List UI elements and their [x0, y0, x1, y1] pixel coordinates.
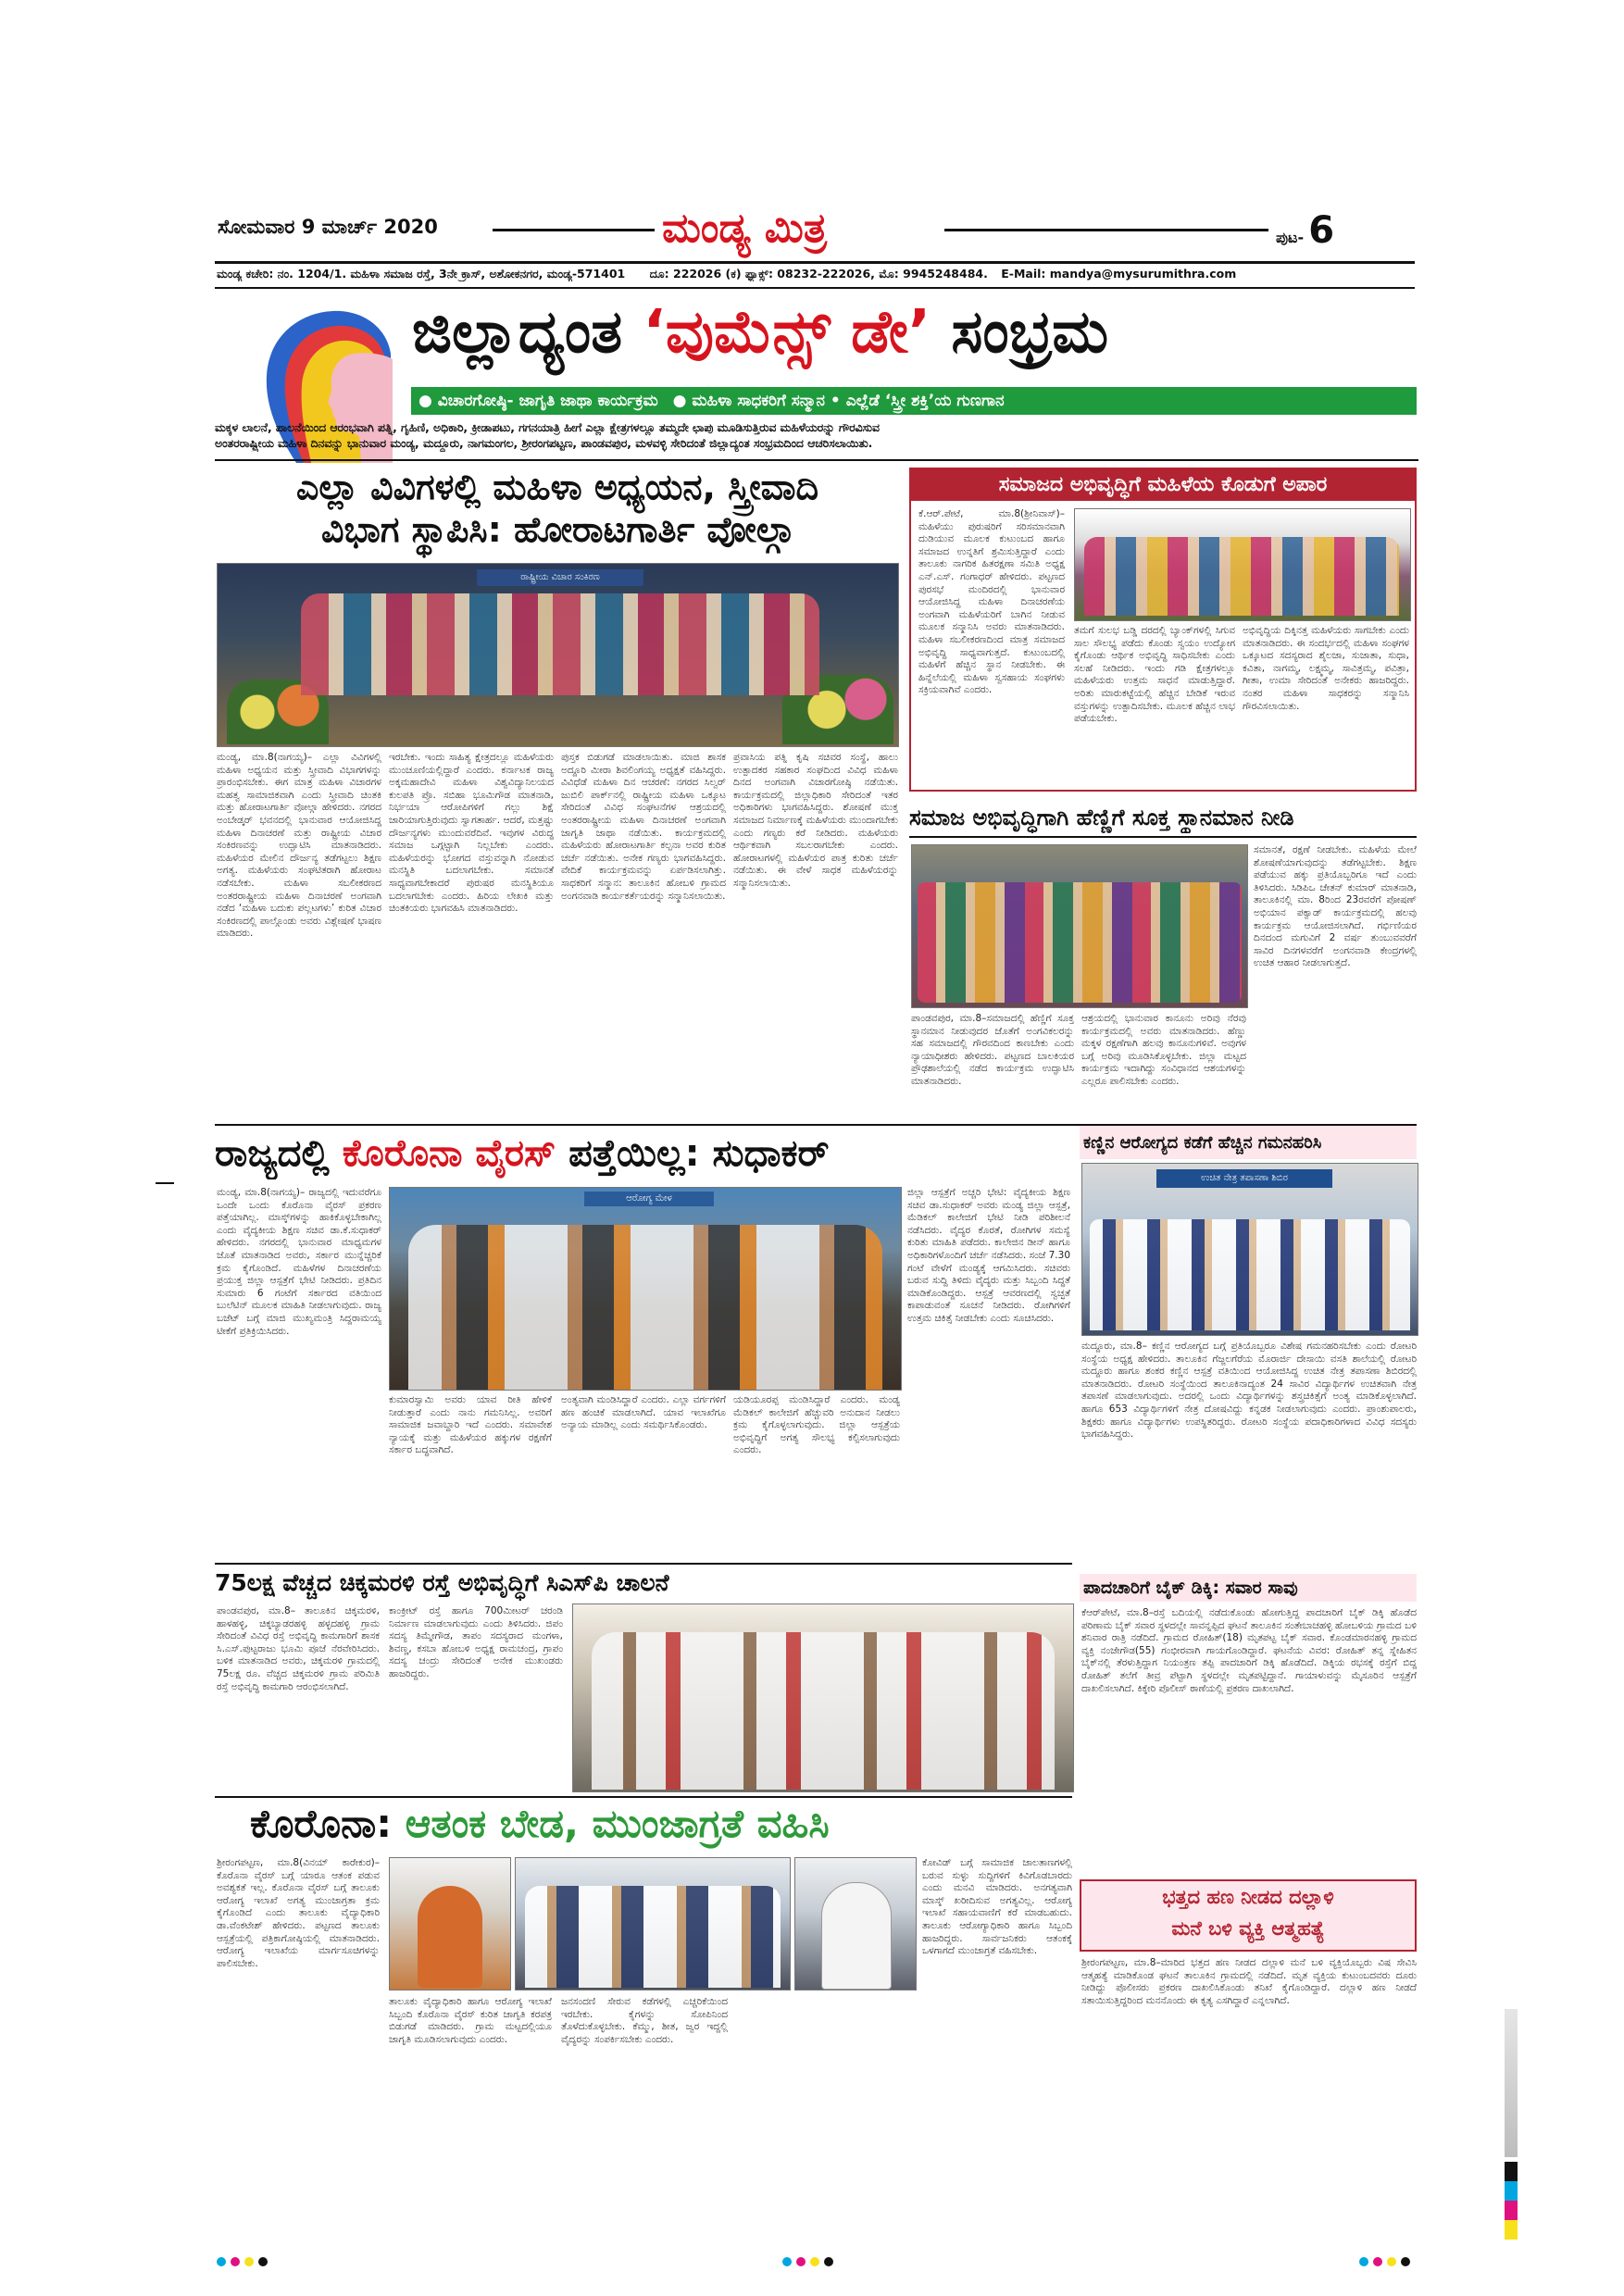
page-label: ಪುಟ-	[1276, 229, 1305, 246]
corona-awareness-col-3: ಜನಸಂದಣಿ ಸೇರುವ ಕಡೆಗಳಲ್ಲಿ ಎಚ್ಚರಿಕೆಯಿಂದ ಇರಬೇಕು. ಕೈಗಳನ್ನು ಸೋಪಿನಿಂದ ತೊಳೆದುಕೊಳ್ಳಬೇಕು. ಕೆಮ್ಮು, ಶೀತ, ಜ್ವರ ಇದ್ದಲ್ಲಿ ವೈದ್ಯರನ್ನು ಸಂಪರ್ಕಿಸಬೇಕು ಎಂದರು.	[561, 1996, 728, 2045]
corona-awareness-col-4: ಕೋವಿಡ್ ಬಗ್ಗೆ ಸಾಮಾಜಿಕ ಜಾಲತಾಣಗಳಲ್ಲಿ ಬರುವ ಸುಳ್ಳು ಸುದ್ದಿಗಳಿಗೆ ಕಿವಿಗೊಡಬಾರದು ಎಂದು ಮನವಿ ಮಾಡಿದರು. ಅನಗತ್ಯವಾಗಿ ಮಾಸ್ಕ್ ಖರೀದಿಸುವ ಅಗತ್ಯವಿಲ್ಲ. ಆರೋಗ್ಯ ಇಲಾಖೆ ಸಹಾಯವಾಣಿಗೆ ಕರೆ ಮಾಡಬಹುದು. ತಾಲೂಕು ಆರೋಗ್ಯಾಧಿಕಾರಿ ಹಾಗೂ ಸಿಬ್ಬಂದಿ ಹಾಜರಿದ್ದರು. ಸಾರ್ವಜನಿಕರು ಆತಂಕಕ್ಕೆ ಒಳಗಾಗದೆ ಮುಂಜಾಗ್ರತೆ ವಹಿಸಬೇಕು.	[922, 1857, 1072, 1957]
banner-intro	[215, 420, 1418, 452]
society-headline-rule	[909, 836, 1417, 838]
garland-crowd	[408, 1225, 882, 1390]
womens-contribution-col-1: ಕೆ.ಆರ್.ಪೇಟೆ, ಮಾ.8(ಶ್ರೀನಿವಾಸ್)– ಮಹಿಳೆಯು ಪುರುಷರಿಗೆ ಸರಿಸಮಾನವಾಗಿ ದುಡಿಯುವ ಮೂಲಕ ಕುಟುಂಬದ ಹಾಗೂ ಸಮಾಜದ ಉನ್ನತಿಗೆ ಶ್ರಮಿಸುತ್ತಿದ್ದಾರೆ ಎಂದು ತಾಲೂಕು ನಾಗರಿಕ ಹಿತರಕ್ಷಣಾ ಸಮಿತಿ ಅಧ್ಯಕ್ಷ ಎನ್.ಎಸ್. ಗಂಗಾಧರ್ ಹೇಳಿದರು. ಪಟ್ಟಣದ ಪುರಸಭೆ ಮಂದಿರದಲ್ಲಿ ಭಾನುವಾರ ಆಯೋಜಿಸಿದ್ದ ಮಹಿಳಾ ದಿನಾಚರಣೆಯ ಅಂಗವಾಗಿ ಮಹಿಳೆಯರಿಗೆ ಬಾಗಿನ ನೀಡುವ ಮೂಲಕ ಸನ್ಮಾನಿಸಿ ಅವರು ಮಾತನಾಡಿದರು. ಮಹಿಳಾ ಸಬಲೀಕರಣದಿಂದ ಮಾತ್ರ ಸಮಾಜದ ಅಭಿವೃದ್ಧಿ ಸಾಧ್ಯವಾಗುತ್ತದೆ. ಕುಟುಂಬದಲ್ಲಿ ಮಹಿಳೆಗೆ ಹೆಚ್ಚಿನ ಸ್ಥಾನ ನೀಡಬೇಕು. ಈ ಹಿನ್ನೆಲೆಯಲ್ಲಿ ಮಹಿಳಾ ಸ್ವಸಹಾಯ ಸಂಘಗಳು ಸಕ್ರಿಯವಾಗಿವೆ ಎಂದರು.	[918, 508, 1065, 696]
people-row	[301, 593, 819, 695]
womens-contribution-box	[909, 468, 1417, 792]
corona-awareness-headline-green: ಆತಂಕ ಬೇಡ, ಮುಂಜಾಗ್ರತೆ ವಹಿಸಿ	[405, 1801, 830, 1846]
yellow-dot-icon	[1387, 2257, 1396, 2266]
suicide-body: ಶ್ರೀರಂಗಪಟ್ಟಣ, ಮಾ.8–ಮಾರಿದ ಭತ್ತದ ಹಣ ನೀಡದ ದಲ್ಲಾಳಿ ಮನೆ ಬಳಿ ವ್ಯಕ್ತಿಯೊಬ್ಬರು ವಿಷ ಸೇವಿಸಿ ಆತ್ಮಹತ್ಯೆ ಮಾಡಿಕೊಂಡ ಘಟನೆ ತಾಲೂಕಿನ ಗ್ರಾಮದಲ್ಲಿ ನಡೆದಿದೆ. ಮೃತ ವ್ಯಕ್ತಿಯ ಕುಟುಂಬದವರು ದೂರು ನೀಡಿದ್ದು ಪೊಲೀಸರು ಪ್ರಕರಣ ದಾಖಲಿಸಿಕೊಂಡು ತನಿಖೆ ಕೈಗೊಂಡಿದ್ದಾರೆ. ದಲ್ಲಾಳಿ ಹಣ ನೀಡದೆ ಸತಾಯಿಸುತ್ತಿದ್ದರಿಂದ ಮನನೊಂದು ಈ ಕೃತ್ಯ ಎಸಗಿದ್ದಾರೆ ಎನ್ನಲಾಗಿದೆ.	[1081, 1957, 1417, 2006]
officials-group	[525, 1886, 781, 1988]
woman-figure	[418, 1886, 482, 1988]
intro-line-2: ಅಂತರರಾಷ್ಟ್ರೀಯ ಮಹಿಳಾ ದಿನವನ್ನು ಭಾನುವಾರ ಮಂಡ್ಯ, ಮದ್ದೂರು, ನಾಗಮಂಗಲ, ಶ್ರೀರಂಗಪಟ್ಟಣ, ಪಾಂಡವಪುರ, ಮಳವಳ್ಳಿ ಸೇರಿದಂತೆ ಜಿಲ್ಲಾದ್ಯಂತ ಸಂಭ್ರಮದಿಂದ ಆಚರಿಸಲಾಯಿತು.	[215, 437, 873, 450]
banner-headline-quote: ‘ವುಮೆನ್ಸ್ ಡೇ’	[643, 298, 931, 367]
society-development-sidecol: ಸಮಾನತೆ, ರಕ್ಷಣೆ ನೀಡಬೇಕು. ಮಹಿಳೆಯ ಮೇಲೆ ಶೋಷಣೆಯಾಗುವುದನ್ನು ತಡೆಗಟ್ಟಬೇಕು. ಶಿಕ್ಷಣ ಪಡೆಯುವ ಹಕ್ಕು ಪ್ರತಿಯೊಬ್ಬರಿಗೂ ಇದೆ ಎಂದು ತಿಳಿಸಿದರು. ಸಿಡಿಪಿಒ ಚೇತನ್ ಕುಮಾರ್ ಮಾತನಾಡಿ, ತಾಲೂಕಿನಲ್ಲಿ ಮಾ. 8ರಿಂದ 23ರವರೆಗೆ ಪೋಷಣ್ ಅಭಿಯಾನ ಪಕ್ವಾಡ್ ಕಾರ್ಯಕ್ರಮದಲ್ಲಿ ಹಲವು ಕಾರ್ಯಕ್ರಮ ಆಯೋಜಿಸಲಾಗಿದೆ. ಗರ್ಭಿಣಿಯರ ದಿನದಂದ ಮಗುವಿಗೆ 2 ವರ್ಷ ತುಂಬುವವರೆಗೆ ಸಾವಿರ ದಿನಗಳವರೆಗೆ ಅಂಗನವಾಡಿ ಕೇಂದ್ರಗಳಲ್ಲಿ ಉಚಿತ ಆಹಾರ ನೀಡಲಾಗುತ್ತದೆ.	[1254, 844, 1417, 969]
eye-camp-banner: ಉಚಿತ ನೇತ್ರ ತಪಾಸಣಾ ಶಿಬಿರ	[1156, 1169, 1332, 1188]
suicide-headline-line1: ಭತ್ತದ ಹಣ ನೀಡದ ದಲ್ಲಾಳಿ	[1162, 1886, 1334, 1908]
email: E-Mail: mandya@mysurumithra.com	[1001, 267, 1237, 281]
minister-photo-banner: ಆರೋಗ್ಯ ಮೇಳ	[584, 1192, 714, 1206]
margin-tick	[156, 1182, 174, 1184]
corona-state-headline-part1: ರಾಜ್ಯದಲ್ಲಿ	[215, 1132, 330, 1175]
bullet-icon: ●	[672, 392, 687, 410]
black-dot-icon	[1401, 2257, 1410, 2266]
header-top-rule	[215, 261, 1415, 264]
cyan-dot-icon	[782, 2257, 792, 2266]
phone: ದೂ: 222026 (ಕ) ಫ್ಯಾಕ್ಸ್: 08232-222026, ಮೊ: 9945248484.	[649, 267, 988, 281]
registration-dots-right	[1359, 2252, 1415, 2270]
women-studies-col-4: ಪ್ರವಾಸಿಯ ಪತ್ನಿ ಕೃಷಿ ಸಚಿವರ ಸಂಸ್ಥೆ, ಹಾಲು ಉತ್ಪಾದಕರ ಸಹಕಾರ ಸಂಘದಿಂದ ವಿವಿಧ ಮಹಿಳಾ ದಿನದ ಅಂಗವಾಗಿ ವಿಚಾರಗೋಷ್ಠಿ ನಡೆಯಿತು. ಕಾರ್ಯಕ್ರಮದಲ್ಲಿ ಜಿಲ್ಲಾಧಿಕಾರಿ ಸೇರಿದಂತೆ ಇತರ ಅಧಿಕಾರಿಗಳು ಭಾಗವಹಿಸಿದ್ದರು. ಶೋಷಣೆ ಮುಕ್ತ ಸಮಾಜದ ನಿರ್ಮಾಣಕ್ಕೆ ಮಹಿಳೆಯರು ಮುಂದಾಗಬೇಕು ಎಂದು ಗಣ್ಯರು ಕರೆ ನೀಡಿದರು. ಮಹಿಳೆಯರು ಆರ್ಥಿಕವಾಗಿ ಸಬಲರಾಗಬೇಕು ಎಂದರು. ಹೋರಾಟಗಳಲ್ಲಿ ಮಹಿಳೆಯರ ಪಾತ್ರ ಕುರಿತು ಚರ್ಚೆ ನಡೆಯಿತು. ಈ ವೇಳೆ ಸಾಧಕ ಮಹಿಳೆಯರನ್ನು ಸನ್ಮಾನಿಸಲಾಯಿತು.	[733, 752, 898, 889]
banner-headline-part1: ಜಿಲ್ಲಾದ್ಯಂತ	[412, 298, 623, 367]
cyan-dot-icon	[1359, 2257, 1368, 2266]
students-group	[1090, 1219, 1410, 1330]
corona-awareness-col-2: ತಾಲೂಕು ವೈದ್ಯಾಧಿಕಾರಿ ಹಾಗೂ ಆರೋಗ್ಯ ಇಲಾಖೆ ಸಿಬ್ಬಂದಿ ಕೊರೊನಾ ವೈರಸ್ ಕುರಿತ ಜಾಗೃತಿ ಕರಪತ್ರ ಬಿಡುಗಡೆ ಮಾಡಿದರು. ಗ್ರಾಮ ಮಟ್ಟದಲ್ಲಿಯೂ ಜಾಗೃತಿ ಮೂಡಿಸಲಾಗುವುದು ಎಂದರು.	[389, 1996, 552, 2045]
magenta-dot-icon	[1373, 2257, 1382, 2266]
suicide-headline-box	[1080, 1879, 1417, 1952]
audience-rows	[918, 882, 1242, 1003]
corona-state-headline-red: ಕೊರೊನಾ ವೈರಸ್	[342, 1132, 556, 1175]
strap-item-2: ಮಹಿಳಾ ಸಾಧಕರಿಗೆ ಸನ್ಮಾನ • ಎಲ್ಲೆಡೆ ‘ಸ್ತ್ರೀ ಶಕ್ತಿ’ಯ ಗುಣಗಾನ	[692, 392, 1005, 410]
magenta-dot-icon	[231, 2257, 240, 2266]
eye-health-body: ಮದ್ದೂರು, ಮಾ.8– ಕಣ್ಣಿನ ಆರೋಗ್ಯದ ಬಗ್ಗೆ ಪ್ರತಿಯೊಬ್ಬರೂ ವಿಶೇಷ ಗಮನಹರಿಸಬೇಕು ಎಂದು ರೋಟರಿ ಸಂಸ್ಥೆಯ ಅಧ್ಯಕ್ಷ ಹೇಳಿದರು. ತಾಲೂಕಿನ ಗೆಜ್ಜಲಗೆರೆಯ ಮೊರಾರ್ಜಿ ದೇಸಾಯಿ ವಸತಿ ಶಾಲೆಯಲ್ಲಿ ರೋಟರಿ ಮದ್ದೂರು ಹಾಗೂ ಶಂಕರ ಕಣ್ಣಿನ ಆಸ್ಪತ್ರೆ ವತಿಯಿಂದ ಆಯೋಜಿಸಿದ್ದ ಉಚಿತ ನೇತ್ರ ತಪಾಸಣಾ ಶಿಬಿರದಲ್ಲಿ ಮಾತನಾಡಿದರು. ರೋಟರಿ ಸಂಸ್ಥೆಯಿಂದ ತಾಲೂಕಿನಾದ್ಯಂತ 24 ಸಾವಿರ ವಿದ್ಯಾರ್ಥಿಗಳ ಉಚಿತವಾಗಿ ನೇತ್ರ ತಪಾಸಣೆ ಮಾಡಲಾಗುವುದು. ಅದರಲ್ಲಿ ಒಂದು ವಿದ್ಯಾರ್ಥಿಗಳನ್ನು ಶಸ್ತ್ರಚಿಕಿತ್ಸೆಗೆ ಅಂತ್ಯ ಮಾಡಿಕೊಳ್ಳಲಾಗಿದೆ. ಹಾಗೂ 653 ವಿದ್ಯಾರ್ಥಿಗಳಿಗೆ ನೇತ್ರ ದೋಷವಿದ್ದು ಕನ್ನಡಕ ನೀಡಲಾಗುವುದು ಎಂದರು. ಪ್ರಾಂಶುಪಾಲರು, ಶಿಕ್ಷಕರು ಹಾಗೂ ವಿದ್ಯಾರ್ಥಿಗಳು ಉಪಸ್ಥಿತರಿದ್ದರು. ರೋಟರಿ ಸಂಸ್ಥೆಯ ಪದಾಧಿಕಾರಿಗಳಾದ ವಿವಿಧ ಸದಸ್ಯರು ಭಾಗವಹಿಸಿದ್ದರು.	[1081, 1341, 1417, 1441]
road-development-headline: 75ಲಕ್ಷ ವೆಚ್ಚದ ಚಿಕ್ಕಮರಳಿ ರಸ್ತೆ ಅಭಿವೃದ್ಧಿಗೆ ಸಿಎಸ್‌ಪಿ ಚಾಲನೆ	[215, 1569, 669, 1596]
banner-headline-part2: ಸಂಭ್ರಮ	[951, 298, 1109, 367]
registration-dots-left	[217, 2252, 272, 2270]
date-line: ಸೋಮವಾರ 9 ಮಾರ್ಚ್ 2020	[218, 216, 438, 238]
awareness-photo-2	[515, 1857, 791, 1990]
corona-state-under-3: ಯಡಿಯೂರಪ್ಪ ಮಂಡಿಸಿದ್ದಾರೆ ಎಂದರು. ಮಂಡ್ಯ ಮೆಡಿಕಲ್ ಕಾಲೇಜಿಗೆ ಹೆಚ್ಚುವರಿ ಅನುದಾನ ನೀಡಲು ಕ್ರಮ ಕೈಗೊಳ್ಳಲಾಗುವುದು. ಜಿಲ್ಲಾ ಆಸ್ಪತ್ರೆಯ ಅಭಿವೃದ್ಧಿಗೆ ಅಗತ್ಯ ಸೌಲಭ್ಯ ಕಲ್ಪಿಸಲಾಗುವುದು ಎಂದರು.	[733, 1394, 900, 1456]
womens-contribution-col-3: ಅಭಿವೃದ್ಧಿಯ ದಿಕ್ಕಿನತ್ತ ಮಹಿಳೆಯರು ಸಾಗಬೇಕು ಎಂದು ಮಾತನಾಡಿದರು. ಈ ಸಂದರ್ಭದಲ್ಲಿ ಮಹಿಳಾ ಸಂಘಗಳ ಒಕ್ಕೂಟದ ಸದಸ್ಯರಾದ ಶೈಲಜಾ, ಸುಜಾತಾ, ಸುಧಾ, ಕವಿತಾ, ನಾಗಮ್ಮ, ಲಕ್ಷ್ಮಮ್ಮ, ಸಾವಿತ್ರಮ್ಮ, ಪವಿತ್ರಾ, ಗೀತಾ, ಉಮಾ ಸೇರಿದಂತೆ ಅನೇಕರು ಹಾಜರಿದ್ದರು. ನಂತರ ಮಹಿಳಾ ಸಾಧಕರನ್ನು ಸನ್ಮಾನಿಸಿ ಗೌರವಿಸಲಾಯಿತು.	[1243, 625, 1409, 712]
corona-awareness-col-4b	[735, 1996, 915, 2237]
address-line	[217, 267, 1415, 281]
page-number-block	[1276, 209, 1334, 252]
intro-line-1: ಮಕ್ಕಳ ಲಾಲನೆ, ಪಾಲನೆಯಿಂದ ಆರಂಭವಾಗಿ ಪತ್ನಿ, ಗೃಹಿಣಿ, ಅಧಿಕಾರಿ, ಕ್ರೀಡಾಪಟು, ಗಗನಯಾತ್ರಿ ಹೀಗೆ ಎಲ್ಲಾ ಕ್ಷೇತ್ರಗಳಲ್ಲೂ ತಮ್ಮದೇ ಛಾಪು ಮೂಡಿಸುತ್ತಿರುವ ಮಹಿಳೆಯರನ್ನು ಗೌರವಿಸುವ	[215, 421, 880, 434]
road-inauguration-photo	[572, 1603, 1074, 1792]
contribution-people	[1084, 537, 1399, 616]
corona-state-under-1: ಕುಮಾರಸ್ವಾಮಿ ಅವರು ಯಾವ ರೀತಿ ಹೇಳಿಕೆ ನೀಡುತ್ತಾರೆ ಎಂದು ನಾನು ಗಮನಿಸಿಲ್ಲ. ಅವರಿಗೆ ಸಾಮಾಜಿಕ ಜವಾಬ್ದಾರಿ ಇದೆ ಎಂದರು. ಸಮಾವೇಶ ನ್ಯಾಯಕ್ಕೆ ಮತ್ತು ಮಹಿಳೆಯರ ಹಕ್ಕುಗಳ ರಕ್ಷಣೆಗೆ ಸರ್ಕಾರ ಬದ್ಧವಾಗಿದೆ.	[389, 1394, 552, 1456]
header-rule-left	[493, 229, 655, 231]
banner-strap	[411, 387, 1417, 415]
womens-contribution-headline: ಸಮಾಜದ ಅಭಿವೃದ್ಧಿಗೆ ಮಹಿಳೆಯ ಕೊಡುಗೆ ಅಪಾರ	[911, 469, 1415, 501]
corona-state-right: ಜಿಲ್ಲಾ ಆಸ್ಪತ್ರೆಗೆ ಅಚ್ಚರಿ ಭೇಟಿ: ವೈದ್ಯಕೀಯ ಶಿಕ್ಷಣ ಸಚಿವ ಡಾ.ಸುಧಾಕರ್ ಅವರು ಮಂಡ್ಯ ಜಿಲ್ಲಾ ಆಸ್ಪತ್ರೆ, ಮೆಡಿಕಲ್ ಕಾಲೇಜಿಗೆ ಭೇಟಿ ನೀಡಿ ಪರಿಶೀಲನೆ ನಡೆಸಿದರು. ವೈದ್ಯರ ಕೊರತೆ, ರೋಗಿಗಳ ಸಮಸ್ಯೆ ಕುರಿತು ಮಾಹಿತಿ ಪಡೆದರು. ಕಾಲೇಜಿನ ಡೀನ್ ಹಾಗೂ ಅಧಿಕಾರಿಗಳೊಂದಿಗೆ ಚರ್ಚೆ ನಡೆಸಿದರು. ಸಂಜೆ 7.30 ಗಂಟೆ ವೇಳೆಗೆ ಮಂಡ್ಯಕ್ಕೆ ಆಗಮಿಸಿದರು. ಸಚಿವರು ಬರುವ ಸುದ್ದಿ ತಿಳಿದು ವೈದ್ಯರು ಮತ್ತು ಸಿಬ್ಬಂದಿ ಸಿದ್ಧತೆ ಮಾಡಿಕೊಂಡಿದ್ದರು. ಆಸ್ಪತ್ರೆ ಆವರಣದಲ್ಲಿ ಸ್ವಚ್ಛತೆ ಕಾಪಾಡುವಂತೆ ಸೂಚನೆ ನೀಡಿದರು. ರೋಗಿಗಳಿಗೆ ಉತ್ತಮ ಚಿಕಿತ್ಸೆ ನೀಡಬೇಕು ಎಂದು ಸೂಚಿಸಿದರು.	[907, 1187, 1070, 1324]
corona-state-headline	[215, 1128, 1085, 1179]
society-development-col-2: ಆಶ್ರಯದಲ್ಲಿ ಭಾನುವಾರ ಕಾನೂನು ಅರಿವು ನೆರವು ಕಾರ್ಯಕ್ರಮದಲ್ಲಿ ಅವರು ಮಾತನಾಡಿದರು. ಹೆಣ್ಣು ಮಕ್ಕಳ ರಕ್ಷಣೆಗಾಗಿ ಹಲವು ಕಾನೂನುಗಳಿವೆ. ಅವುಗಳ ಬಗ್ಗೆ ಅರಿವು ಮೂಡಿಸಿಕೊಳ್ಳಬೇಕು. ಜಿಲ್ಲಾ ಮಟ್ಟದ ಕಾರ್ಯಕ್ರಮ ಇದಾಗಿದ್ದು ಸಂವಿಧಾನದ ಆಶಯಗಳನ್ನು ಎಲ್ಲರೂ ಪಾಲಿಸಬೇಕು ಎಂದರು.	[1081, 1013, 1246, 1087]
women-studies-col-3: ಪುಸ್ತಕ ಬಿಡುಗಡೆ ಮಾಡಲಾಯಿತು. ಮಾಜಿ ಶಾಸಕ ಅದ್ದೂರಿ ಮೀರಾ ಶಿವಲಿಂಗಯ್ಯ ಅಧ್ಯಕ್ಷತೆ ವಹಿಸಿದ್ದರು. ವಿವಿಧೆಡೆ ಮಹಿಳಾ ದಿನ ಆಚರಣೆ: ನಗರದ ಸಿಲ್ವರ್ ಜುಬಿಲಿ ಪಾರ್ಕ್‌ನಲ್ಲಿ ರಾಷ್ಟ್ರೀಯ ಮಹಿಳಾ ಒಕ್ಕೂಟ ಸೇರಿದಂತೆ ವಿವಿಧ ಸಂಘಟನೆಗಳ ಆಶ್ರಯದಲ್ಲಿ ಅಂತರರಾಷ್ಟ್ರೀಯ ಮಹಿಳಾ ದಿನಾಚರಣೆ ಅಂಗವಾಗಿ ಜಾಗೃತಿ ಜಾಥಾ ನಡೆಯಿತು. ಕಾರ್ಯಕ್ರಮದಲ್ಲಿ ಮಹಿಳೆಯರು ಹೋರಾಟಗಾರ್ತಿ ಕಲ್ಪನಾ ಅವರ ಕುರಿತ ಚರ್ಚೆ ನಡೆಯಿತು. ಅನೇಕ ಗಣ್ಯರು ಭಾಗವಹಿಸಿದ್ದರು. ವೇದಿಕೆ ಕಾರ್ಯಕ್ರಮವನ್ನು ಏರ್ಪಡಿಸಲಾಗಿತ್ತು. ಸಾಧಕರಿಗೆ ಸನ್ಮಾನ: ತಾಲೂಕಿನ ಹೋಬಳಿ ಗ್ರಾಮದ ಅಂಗನವಾಡಿ ಕಾರ್ಯಕರ್ತೆಯರನ್ನು ಸನ್ಮಾನಿಸಲಾಯಿತು.	[561, 752, 726, 902]
banner-bottom-rule	[215, 459, 1418, 461]
masthead: ಮಂಡ್ಯ ಮಿತ್ರ	[662, 205, 827, 252]
color-bar-gray	[1505, 2009, 1518, 2157]
bike-accident-body: ಕೆಆರ್‌ಪೇಟೆ, ಮಾ.8–ರಸ್ತೆ ಬದಿಯಲ್ಲಿ ನಡೆದುಕೊಂಡು ಹೋಗುತ್ತಿದ್ದ ಪಾದಚಾರಿಗೆ ಬೈಕ್ ಡಿಕ್ಕಿ ಹೊಡೆದ ಪರಿಣಾಮ ಬೈಕ್ ಸವಾರ ಸ್ಥಳದಲ್ಲೇ ಸಾವನ್ನಪ್ಪಿದ ಘಟನೆ ತಾಲೂಕಿನ ಸಂತೇಬಾಚಹಳ್ಳಿ ಹೋಬಳಿಯ ಗ್ರಾಮದ ಬಳಿ ಶನಿವಾರ ರಾತ್ರಿ ನಡೆದಿದೆ. ಗ್ರಾಮದ ರೋಹಿತ್(18) ಮೃತಪಟ್ಟ ಬೈಕ್ ಸವಾರ. ಕೊಂಡಮಾರನಹಳ್ಳಿ ಗ್ರಾಮದ ವ್ಯಕ್ತಿ ನಂಜೇಗೌಡ(55) ಗಂಭೀರವಾಗಿ ಗಾಯಗೊಂಡಿದ್ದಾರೆ. ಘಟನೆಯ ವಿವರ: ರೋಹಿತ್ ತನ್ನ ಸ್ನೇಹಿತನ ಬೈಕ್‌ನಲ್ಲಿ ತೆರಳುತ್ತಿದ್ದಾಗ ನಿಯಂತ್ರಣ ತಪ್ಪಿ ಪಾದಚಾರಿಗೆ ಡಿಕ್ಕಿ ಹೊಡೆದಿದೆ. ಡಿಕ್ಕಿಯ ರಭಸಕ್ಕೆ ರಸ್ತೆಗೆ ಬಿದ್ದ ರೋಹಿತ್ ತಲೆಗೆ ತೀವ್ರ ಪೆಟ್ಟಾಗಿ ಸ್ಥಳದಲ್ಲೇ ಮೃತಪಟ್ಟಿದ್ದಾನೆ. ಗಾಯಾಳುವನ್ನು ಮೈಸೂರಿನ ಆಸ್ಪತ್ರೆಗೆ ದಾಖಲಿಸಲಾಗಿದೆ. ಕಿಕ್ಕೇರಿ ಪೊಲೀಸ್ ಠಾಣೆಯಲ್ಲಿ ಪ್ರಕರಣ ದಾಖಲಾಗಿದೆ.	[1081, 1607, 1417, 1694]
women-studies-headline-line1: ಎಲ್ಲಾ ವಿವಿಗಳಲ್ಲಿ ಮಹಿಳಾ ಅಧ್ಯಯನ, ಸ್ತ್ರೀವಾದಿ	[295, 467, 819, 507]
corona-awareness-headline	[250, 1798, 1065, 1850]
corona-awareness-col-1: ಶ್ರೀರಂಗಪಟ್ಟಣ, ಮಾ.8(ವಿನಯ್ ಕಾರೇಕುರ)– ಕೊರೊನಾ ವೈರಸ್ ಬಗ್ಗೆ ಯಾರೂ ಆತಂಕ ಪಡುವ ಅವಶ್ಯಕತೆ ಇಲ್ಲ. ಕೊರೊನಾ ವೈರಸ್ ಬಗ್ಗೆ ತಾಲೂಕು ಆರೋಗ್ಯ ಇಲಾಖೆ ಅಗತ್ಯ ಮುಂಜಾಗ್ರತಾ ಕ್ರಮ ಕೈಗೊಂಡಿದೆ ಎಂದು ತಾಲೂಕು ವೈದ್ಯಾಧಿಕಾರಿ ಡಾ.ವೆಂಕಟೇಶ್ ಹೇಳಿದರು. ಪಟ್ಟಣದ ತಾಲೂಕು ಆಸ್ಪತ್ರೆಯಲ್ಲಿ ಪತ್ರಿಕಾಗೋಷ್ಠಿಯಲ್ಲಿ ಮಾತನಾಡಿದರು. ಆರೋಗ್ಯ ಇಲಾಖೆಯ ಮಾರ್ಗಸೂಚಿಗಳನ್ನು ಪಾಲಿಸಬೇಕು.	[217, 1857, 380, 1969]
corona-state-left: ಮಂಡ್ಯ, ಮಾ.8(ನಾಗಯ್ಯ)– ರಾಜ್ಯದಲ್ಲಿ ಇದುವರೆಗೂ ಒಂದೇ ಒಂದು ಕೊರೊನಾ ವೈರಸ್ ಪ್ರಕರಣ ಪತ್ತೆಯಾಗಿಲ್ಲ. ಮಾಸ್ಕ್‌ಗಳನ್ನು ಹಾಕಿಕೊಳ್ಳಬೇಕಾಗಿಲ್ಲ ಎಂದು ವೈದ್ಯಕೀಯ ಶಿಕ್ಷಣ ಸಚಿವ ಡಾ.ಕೆ.ಸುಧಾಕರ್ ಹೇಳಿದರು. ನಗರದಲ್ಲಿ ಭಾನುವಾರ ಮಾಧ್ಯಮಗಳ ಜೊತೆ ಮಾತನಾಡಿದ ಅವರು, ಸರ್ಕಾರ ಮುನ್ನೆಚ್ಚರಿಕೆ ಕ್ರಮ ಕೈಗೊಂಡಿದೆ. ಮಹಿಳೆಗಳ ದಿನಾಚರಣೆಯ ಪ್ರಯುಕ್ತ ಜಿಲ್ಲಾ ಆಸ್ಪತ್ರೆಗೆ ಭೇಟಿ ನೀಡಿದರು. ಪ್ರತಿದಿನ ಸುಮಾರು 6 ಗಂಟೆಗೆ ಸರ್ಕಾರದ ವತಿಯಿಂದ ಬುಲೆಟಿನ್ ಮೂಲಕ ಮಾಹಿತಿ ನೀಡಲಾಗುವುದು. ರಾಜ್ಯ ಬಜೆಟ್ ಬಗ್ಗೆ ಮಾಜಿ ಮುಖ್ಯಮಂತ್ರಿ ಸಿದ್ದರಾಮಯ್ಯ ಟೀಕೆಗೆ ಪ್ರತಿಕ್ರಿಯಿಸಿದರು.	[217, 1187, 381, 1337]
women-studies-headline-line2: ವಿಭಾಗ ಸ್ಥಾಪಿಸಿ: ಹೋರಾಟಗಾರ್ತಿ ವೋಲ್ಗಾ	[320, 509, 794, 550]
address: ಮಂಡ್ಯ ಕಚೇರಿ: ನಂ. 1204/1. ಮಹಿಳಾ ಸಮಾಜ ರಸ್ತೆ, 3ನೇ ಕ್ರಾಸ್, ಅಶೋಕನಗರ, ಮಂಡ್ಯ-571401	[217, 267, 626, 281]
corona-state-under-2: ಅಂತ್ಯವಾಗಿ ಮಂಡಿಸಿದ್ದಾರೆ ಎಂದರು. ಎಲ್ಲಾ ವರ್ಗಗಳಿಗೆ ಹಣ ಹಂಚಿಕೆ ಮಾಡಲಾಗಿದೆ. ಯಾವ ಇಲಾಖೆಗೂ ಅನ್ಯಾಯ ಮಾಡಿಲ್ಲ ಎಂದು ಸಮರ್ಥಿಸಿಕೊಂಡರು.	[561, 1394, 726, 1431]
cyan-dot-icon	[217, 2257, 226, 2266]
women-studies-col-2: ಇರಬೇಕು. ಇಂದು ಸಾಹಿತ್ಯ ಕ್ಷೇತ್ರದಲ್ಲೂ ಮಹಿಳೆಯರು ಮುಂಚೂಣಿಯಲ್ಲಿದ್ದಾರೆ ಎಂದರು. ಕರ್ನಾಟಕ ರಾಜ್ಯ ಅಕ್ಕಮಹಾದೇವಿ ಮಹಿಳಾ ವಿಶ್ವವಿದ್ಯಾನಿಲಯದ ಕುಲಪತಿ ಪ್ರೊ. ಸಬಿಹಾ ಭೂಮಿಗೌಡ ಮಾತನಾಡಿ, ನಿರ್ಭಯಾ ಆರೋಪಿಗಳಿಗೆ ಗಲ್ಲು ಶಿಕ್ಷೆ ಜಾರಿಯಾಗುತ್ತಿರುವುದು ಸ್ವಾಗತಾರ್ಹ. ಆದರೆ, ಮತ್ತಷ್ಟು ದೌರ್ಜನ್ಯಗಳು ಮುಂದುವರೆದಿವೆ. ಇವುಗಳ ವಿರುದ್ಧ ಸಮಾಜ ಒಗ್ಗಟ್ಟಾಗಿ ನಿಲ್ಲಬೇಕು ಎಂದರು. ಮಹಿಳೆಯರನ್ನು ಭೋಗದ ವಸ್ತುವನ್ನಾಗಿ ನೋಡುವ ಮನಸ್ಥಿತಿ ಬದಲಾಗಬೇಕು. ಸಮಾನತೆ ಸಾಧ್ಯವಾಗಬೇಕಾದರೆ ಪುರುಷರ ಮನಸ್ಥಿತಿಯೂ ಬದಲಾಗಬೇಕು ಎಂದರು. ಹಿರಿಯ ಲೇಖಕಿ ಮತ್ತು ಚಿಂತಕಿಯರು ಭಾಗವಹಿಸಿ ಮಾತನಾಡಿದರು.	[389, 752, 554, 915]
bullet-icon: ●	[418, 392, 432, 410]
black-dot-icon	[258, 2257, 268, 2266]
minister-photo	[389, 1187, 902, 1391]
header-rule-right	[944, 229, 1268, 231]
society-development-headline: ಸಮಾಜ ಅಭಿವೃದ್ಧಿಗಾಗಿ ಹೆಣ್ಣಿಗೆ ಸೂಕ್ತ ಸ್ಥಾನಮಾನ ನೀಡಿ	[909, 805, 1294, 830]
doctor-figure	[821, 1882, 892, 1990]
awareness-photo-1	[389, 1857, 511, 1990]
womens-contribution-col-2: ತಮಗೆ ಸುಲಭ ಬಡ್ಡಿ ದರದಲ್ಲಿ ಬ್ಯಾಂಕ್‌ಗಳಲ್ಲಿ ಸಿಗುವ ಸಾಲ ಸೌಲಭ್ಯ ಪಡೆದು ಕೊಂಡು ಸ್ವಯಂ ಉದ್ಯೋಗ ಕೈಗೊಂಡು ಆರ್ಥಿಕ ಅಭಿವೃದ್ಧಿ ಸಾಧಿಸಬೇಕು ಎಂದು ಸಲಹೆ ನೀಡಿದರು. ಇಂದು ಗಡಿ ಕ್ಷೇತ್ರಗಳಲ್ಲೂ ಮಹಿಳೆಯರು ಉತ್ತಮ ಸಾಧನೆ ಮಾಡುತ್ತಿದ್ದಾರೆ. ಅರಿತು ಮಾರುಕಟ್ಟೆಯಲ್ಲಿ ಹೆಚ್ಚಿನ ಬೇಡಿಕೆ ಇರುವ ವಸ್ತುಗಳನ್ನು ಉತ್ಪಾದಿಸಬೇಕು. ಮೂಲಕ ಹೆಚ್ಚಿನ ಲಾಭ ಪಡೆಯಬೇಕು.	[1074, 625, 1235, 725]
women-studies-col-1: ಮಂಡ್ಯ, ಮಾ.8(ನಾಗಯ್ಯ)– ಎಲ್ಲಾ ವಿವಿಗಳಲ್ಲಿ ಮಹಿಳಾ ಅಧ್ಯಯನ ಮತ್ತು ಸ್ತ್ರೀವಾದಿ ವಿಭಾಗಗಳನ್ನು ಪ್ರಾರಂಭಿಸಬೇಕು. ಈಗ ಮಾತ್ರ ಮಹಿಳಾ ವಿಚಾರಗಳ ಮಹತ್ವ ಸಾಮಾಜಿಕವಾಗಿ ಎಂದು ಸ್ತ್ರೀವಾದಿ ಚಿಂತಕಿ ಮತ್ತು ಹೋರಾಟಗಾರ್ತಿ ವೋಲ್ಗಾ ಹೇಳಿದರು. ನಗರದ ಅಂಬೇಡ್ಕರ್ ಭವನದಲ್ಲಿ ಭಾನುವಾರ ಆಯೋಜಿಸಿದ್ದ ಮಹಿಳಾ ದಿನಾಚರಣೆ ಮತ್ತು ರಾಷ್ಟ್ರೀಯ ವಿಚಾರ ಸಂಕಿರಣವನ್ನು ಉದ್ಘಾಟಿಸಿ ಮಾತನಾಡಿದರು. ಮಹಿಳೆಯರ ಮೇಲಿನ ದೌರ್ಜನ್ಯ ತಡೆಗಟ್ಟಲು ಶಿಕ್ಷಣ ಅಗತ್ಯ. ಮಹಿಳೆಯರು ಸಂಘಟಿತರಾಗಿ ಹೋರಾಟ ನಡೆಸಬೇಕು. ಮಹಿಳಾ ಸಬಲೀಕರಣದ ಅಂತರರಾಷ್ಟ್ರೀಯ ಮಹಿಳಾ ದಿನಾಚರಣೆ ಅಂಗವಾಗಿ ನಡೆದ ‘ಮಹಿಳಾ ಬದುಕು ಪಲ್ಲಟಗಳು’ ಕುರಿತ ವಿಚಾರ ಸಂಕಿರಣದಲ್ಲಿ ಪಾಲ್ಗೊಂಡು ಅವರು ವಿಶ್ಲೇಷಣೆ ಭಾಷಣ ಮಾಡಿದರು.	[217, 752, 381, 940]
society-development-photo	[911, 844, 1248, 1008]
banner-headline	[412, 294, 1421, 370]
strap-item-1: ವಿಚಾರಗೋಷ್ಠಿ- ಜಾಗೃತಿ ಜಾಥಾ ಕಾರ್ಯಕ್ರಮ	[437, 392, 658, 410]
black-dot-icon	[824, 2257, 833, 2266]
corona-state-headline-part2: ಪತ್ತೆಯಿಲ್ಲ: ಸುಧಾಕರ್	[568, 1132, 830, 1175]
road-development-col-2: ಕಾಂಕ್ರೀಟ್ ರಸ್ತೆ ಹಾಗೂ 700ಮೀಟರ್ ಚರಂಡಿ ನಿರ್ಮಾಣ ಮಾಡಲಾಗುವುದು ಎಂದು ತಿಳಿಸಿದರು. ಜಿಪಂ ಸದಸ್ಯ ತಿಮ್ಮೇಗೌಡ, ತಾಪಂ ಸದಸ್ಯರಾದ ಮಂಗಳಾ, ಶಿವಣ್ಣ, ಕಸಬಾ ಹೋಬಳಿ ಅಧ್ಯಕ್ಷ ರಾಮಚಂದ್ರ, ಗ್ರಾಪಂ ಸದಸ್ಯ ಚಂದ್ರು ಸೇರಿದಂತೆ ಅನೇಕ ಮುಖಂಡರು ಹಾಜರಿದ್ದರು.	[389, 1605, 563, 1679]
yellow-dot-icon	[244, 2257, 254, 2266]
seminar-photo	[217, 563, 899, 747]
seminar-stage-banner: ರಾಷ್ಟ್ರೀಯ ವಿಚಾರ ಸಂಕಿರಣ	[477, 569, 643, 586]
women-studies-headline	[215, 466, 900, 551]
color-bar-cmyk	[1505, 2162, 1518, 2240]
yellow-dot-icon	[810, 2257, 819, 2266]
eye-health-headline: ಕಣ್ಣಿನ ಆರೋಗ್ಯದ ಕಡೆಗೆ ಹೆಚ್ಚಿನ ಗಮನಹರಿಸಿ	[1083, 1133, 1322, 1153]
bike-accident-headline: ಪಾದಚಾರಿಗೆ ಬೈಕ್ ಡಿಕ್ಕಿ: ಸವಾರ ಸಾವು	[1083, 1578, 1298, 1598]
magenta-dot-icon	[796, 2257, 806, 2266]
registration-dots-center	[782, 2252, 838, 2270]
header-bottom-rule	[215, 287, 1415, 289]
suicide-headline-line2: ಮನೆ ಬಳಿ ವ್ಯಕ್ತಿ ಆತ್ಮಹತ್ಯೆ	[1171, 1917, 1325, 1940]
society-development-col-1: ಪಾಂಡವಪುರ, ಮಾ.8–ಸಮಾಜದಲ್ಲಿ ಹೆಣ್ಣಿಗೆ ಸೂಕ್ತ ಸ್ಥಾನಮಾನ ನೀಡುವುದರ ಜೊತೆಗೆ ಅಂಗವಿಕಲರನ್ನು ಸಹ ಸಮಾಜದಲ್ಲಿ ಗೌರವದಿಂದ ಕಾಣಬೇಕು ಎಂದು ನ್ಯಾಯಾಧೀಶರು ಹೇಳಿದರು. ಪಟ್ಟಣದ ಬಾಲಕಿಯರ ಪ್ರೌಢಶಾಲೆಯಲ್ಲಿ ನಡೆದ ಕಾರ್ಯಕ್ರಮ ಉದ್ಘಾಟಿಸಿ ಮಾತನಾಡಿದರು.	[911, 1013, 1074, 1087]
womens-contribution-photo	[1074, 508, 1411, 621]
corona-awareness-headline-part1: ಕೊರೊನಾ:	[250, 1801, 393, 1846]
awareness-photo-3	[794, 1857, 917, 1990]
leaders-group	[592, 1632, 1055, 1790]
page-number: 6	[1308, 209, 1335, 252]
eye-camp-photo	[1081, 1163, 1418, 1336]
road-development-col-1: ಪಾಂಡವಪುರ, ಮಾ.8– ತಾಲೂಕಿನ ಚಿಕ್ಕಮರಳಿ, ಹಾಳಹಳ್ಳಿ, ಚಿಕ್ಕಬ್ಯಾಡರಹಳ್ಳಿ ಹಳ್ಳದಹಳ್ಳಿ ಗ್ರಾಮ ಸೇರಿದಂತೆ ವಿವಿಧ ರಸ್ತೆ ಅಭಿವೃದ್ಧಿ ಕಾಮಗಾರಿಗೆ ಶಾಸಕ ಸಿ.ಎಸ್.ಪುಟ್ಟರಾಜು ಭೂಮಿ ಪೂಜೆ ನೆರವೇರಿಸಿದರು. ಬಳಿಕ ಮಾತನಾಡಿದ ಅವರು, ಚಿಕ್ಕಮರಳಿ ಗ್ರಾಮದಲ್ಲಿ 75ಲಕ್ಷ ರೂ. ವೆಚ್ಚದ ಚಿಕ್ಕಮರಳಿ ಗ್ರಾಮ ಪರಿಮಿತಿ ರಸ್ತೆ ಅಭಿವೃದ್ಧಿ ಕಾಮಗಾರಿ ಆರಂಭಿಸಲಾಗಿದೆ.	[217, 1605, 380, 1692]
